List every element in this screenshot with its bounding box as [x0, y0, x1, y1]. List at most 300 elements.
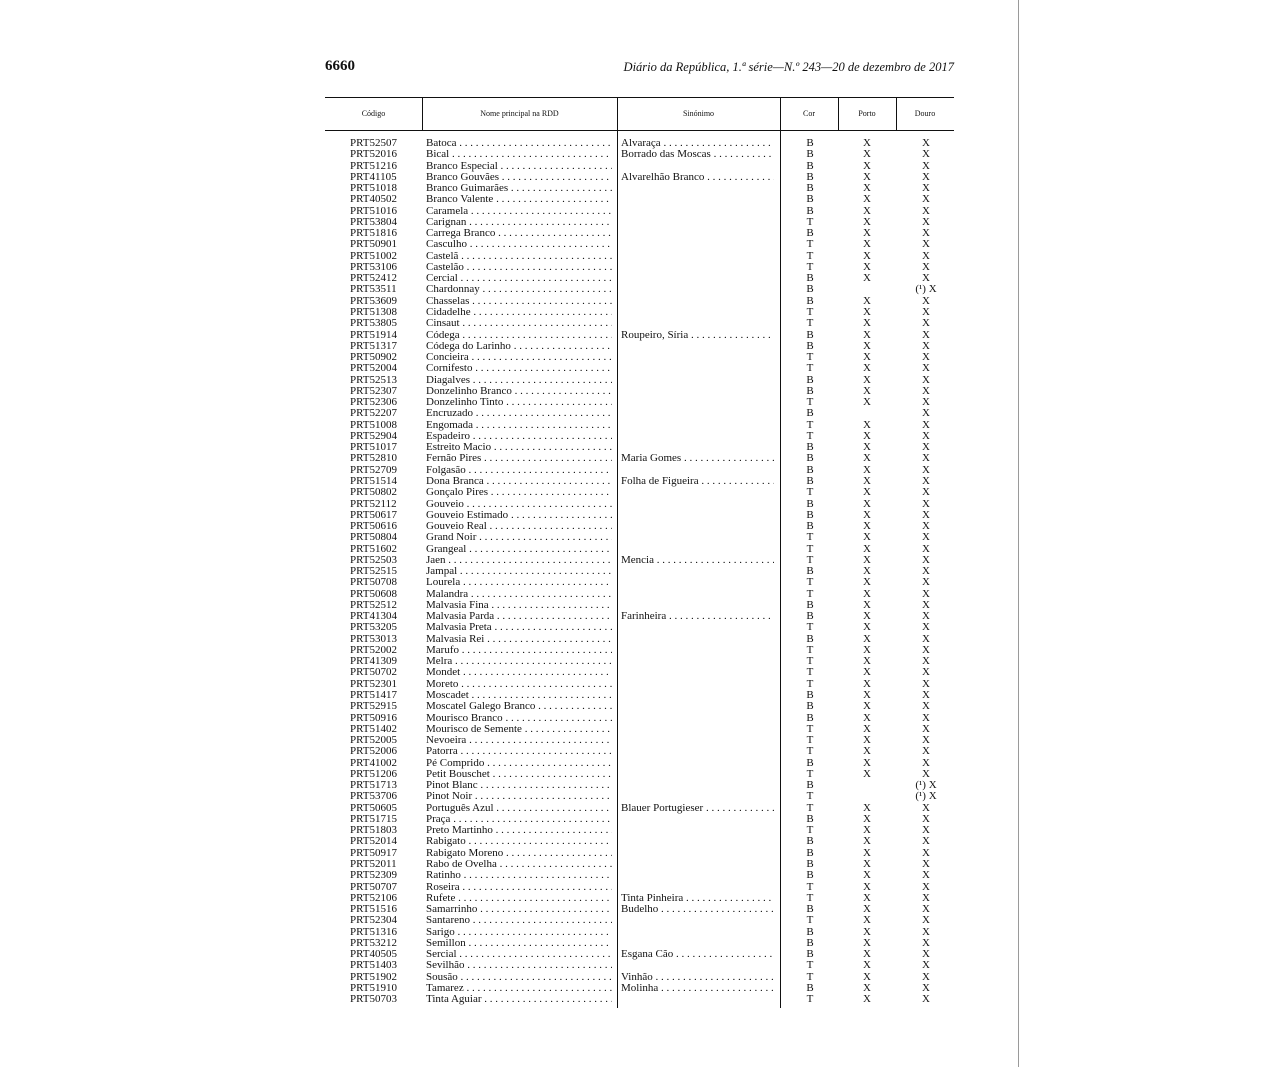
- cell-nome: Melra . . .: [426, 656, 612, 667]
- cell-douro: X: [922, 825, 930, 837]
- cell-nome: Carignan . . .: [426, 217, 612, 228]
- table-row: [325, 555, 954, 566]
- cell-douro: X: [922, 464, 930, 476]
- cell-porto: X: [863, 802, 871, 814]
- cell-nome: Concieira . . .: [426, 352, 612, 363]
- cell-codigo: PRT50902: [350, 352, 398, 364]
- cell-porto: X: [863, 723, 871, 735]
- cell-codigo: PRT52810: [350, 453, 398, 465]
- cell-porto: X: [863, 825, 871, 837]
- cell-cor: B: [806, 780, 814, 792]
- cell-nome: Rabigato . . .: [426, 836, 612, 847]
- column-header-nome: Nome principal na RDD: [480, 109, 559, 118]
- cell-cor: B: [806, 813, 814, 825]
- cell-porto: X: [863, 667, 871, 679]
- cell-nome: Moscadet . . .: [426, 690, 612, 701]
- cell-codigo: PRT51017: [350, 442, 398, 454]
- cell-nome: Patorra . . .: [426, 746, 612, 757]
- cell-nome: Gouveio . . .: [426, 499, 612, 510]
- cell-douro: X: [922, 295, 930, 307]
- cell-codigo: PRT50605: [350, 802, 398, 814]
- cell-porto: X: [863, 385, 871, 397]
- cell-douro: (¹) X: [915, 791, 937, 803]
- cell-codigo: PRT50616: [350, 521, 398, 533]
- cell-douro: X: [922, 183, 930, 195]
- cell-codigo: PRT50707: [350, 881, 398, 893]
- cell-codigo: PRT53013: [350, 633, 398, 645]
- cell-nome: Malvasia Fina . . .: [426, 600, 612, 611]
- cell-douro: X: [922, 442, 930, 454]
- cell-nome: Moreto . . .: [426, 679, 612, 690]
- cell-porto: X: [863, 419, 871, 431]
- cell-cor: T: [806, 994, 814, 1006]
- cell-nome: Casculho . . .: [426, 239, 612, 250]
- table-row: [325, 183, 954, 194]
- cell-cor: B: [806, 937, 814, 949]
- cell-nome: Castelã . . .: [426, 251, 612, 262]
- cell-nome: Roseira . . .: [426, 882, 612, 893]
- cell-douro: X: [922, 847, 930, 859]
- cell-porto: X: [863, 915, 871, 927]
- cell-nome: Sarigo . . .: [426, 927, 612, 938]
- cell-codigo: PRT52507: [350, 138, 398, 149]
- cell-porto: X: [863, 813, 871, 825]
- table-row: [325, 983, 954, 994]
- cell-douro: X: [922, 644, 930, 656]
- cell-cor: B: [806, 374, 814, 386]
- cell-porto: X: [863, 656, 871, 668]
- cell-codigo: PRT51016: [350, 205, 398, 217]
- cell-porto: X: [863, 622, 871, 634]
- cell-nome: Estreito Macio . . .: [426, 442, 612, 453]
- cell-codigo: PRT50708: [350, 577, 398, 589]
- cell-cor: B: [806, 329, 814, 341]
- cell-codigo: PRT53804: [350, 216, 398, 228]
- cell-codigo: PRT52512: [350, 599, 398, 611]
- table-row: [325, 566, 954, 577]
- cell-porto: X: [863, 261, 871, 273]
- cell-cor: T: [806, 532, 814, 544]
- cell-nome: Praça . . .: [426, 814, 612, 825]
- cell-nome: Rufete . . .: [426, 893, 612, 904]
- cell-cor: T: [806, 915, 814, 927]
- table-row: [325, 791, 954, 802]
- cell-sinonimo: Borrado das Moscas . . .: [621, 149, 774, 160]
- cell-nome: Encruzado . . .: [426, 408, 612, 419]
- cell-porto: X: [863, 149, 871, 161]
- cell-codigo: PRT51514: [350, 475, 398, 487]
- cell-douro: X: [922, 723, 930, 735]
- cell-cor: B: [806, 228, 814, 240]
- variety-table-body: [325, 138, 954, 1005]
- cell-douro: X: [922, 904, 930, 916]
- cell-codigo: PRT53805: [350, 318, 398, 330]
- cell-codigo: PRT50901: [350, 239, 398, 251]
- cell-codigo: PRT51602: [350, 543, 398, 555]
- cell-codigo: PRT50802: [350, 487, 398, 499]
- cell-codigo: PRT52309: [350, 870, 398, 882]
- cell-cor: B: [806, 205, 814, 217]
- cell-nome: Folgasão . . .: [426, 465, 612, 476]
- cell-codigo: PRT50703: [350, 994, 398, 1006]
- cell-codigo: PRT50917: [350, 847, 398, 859]
- cell-porto: X: [863, 487, 871, 499]
- cell-douro: X: [922, 622, 930, 634]
- cell-codigo: PRT51316: [350, 926, 398, 938]
- table-row: [325, 330, 954, 341]
- cell-cor: T: [806, 487, 814, 499]
- cell-porto: X: [863, 577, 871, 589]
- cell-porto: X: [863, 982, 871, 994]
- cell-douro: X: [922, 802, 930, 814]
- cell-porto: X: [863, 588, 871, 600]
- cell-nome: Gonçalo Pires . . .: [426, 487, 612, 498]
- cell-douro: X: [922, 543, 930, 555]
- cell-porto: X: [863, 498, 871, 510]
- cell-nome: Jaen . . .: [426, 555, 612, 566]
- cell-sinonimo: Farinheira . . .: [621, 611, 774, 622]
- cell-codigo: PRT51914: [350, 329, 398, 341]
- cell-codigo: PRT52915: [350, 701, 398, 713]
- cell-cor: T: [806, 656, 814, 668]
- cell-nome: Códega do Larinho . . .: [426, 341, 612, 352]
- cell-nome: Espadeiro . . .: [426, 431, 612, 442]
- cell-porto: X: [863, 881, 871, 893]
- table-row: [325, 611, 954, 622]
- cell-porto: X: [863, 442, 871, 454]
- cell-nome: Ratinho . . .: [426, 870, 612, 881]
- cell-nome: Sousão . . .: [426, 972, 612, 983]
- cell-codigo: PRT52004: [350, 363, 398, 375]
- cell-codigo: PRT41309: [350, 656, 398, 668]
- cell-cor: B: [806, 566, 814, 578]
- cell-nome: Preto Martinho . . .: [426, 825, 612, 836]
- cell-nome: Mourisco Branco . . .: [426, 713, 612, 724]
- cell-cor: B: [806, 194, 814, 206]
- cell-douro: X: [922, 228, 930, 240]
- cell-douro: X: [922, 171, 930, 183]
- cell-codigo: PRT50804: [350, 532, 398, 544]
- cell-sinonimo: Budelho . . .: [621, 904, 774, 915]
- cell-codigo: PRT53706: [350, 791, 398, 803]
- table-row: [325, 904, 954, 915]
- cell-cor: B: [806, 408, 814, 420]
- cell-cor: B: [806, 340, 814, 352]
- cell-codigo: PRT51403: [350, 960, 398, 972]
- cell-cor: B: [806, 757, 814, 769]
- cell-porto: X: [863, 228, 871, 240]
- cell-nome: Tamarez . . .: [426, 983, 612, 994]
- cell-porto: X: [863, 543, 871, 555]
- cell-porto: X: [863, 363, 871, 375]
- cell-sinonimo: Vinhão . . .: [621, 972, 774, 983]
- cell-douro: X: [922, 318, 930, 330]
- table-row: [325, 972, 954, 983]
- cell-nome: Donzelinho Branco . . .: [426, 386, 612, 397]
- table-row: [325, 318, 954, 329]
- table-row: [325, 893, 954, 904]
- cell-douro: X: [922, 149, 930, 161]
- cell-codigo: PRT51902: [350, 971, 398, 983]
- table-row: [325, 848, 954, 859]
- cell-nome: Engomada . . .: [426, 420, 612, 431]
- cell-douro: X: [922, 746, 930, 758]
- cell-nome: Grand Noir . . .: [426, 532, 612, 543]
- cell-douro: X: [922, 385, 930, 397]
- cell-douro: X: [922, 521, 930, 533]
- cell-cor: B: [806, 712, 814, 724]
- cell-nome: Branco Valente . . .: [426, 194, 612, 205]
- table-row: [325, 149, 954, 160]
- table-row: [325, 758, 954, 769]
- table-row: [325, 161, 954, 172]
- cell-cor: B: [806, 464, 814, 476]
- cell-nome: Branco Especial . . .: [426, 161, 612, 172]
- cell-porto: X: [863, 352, 871, 364]
- cell-nome: Pé Comprido . . .: [426, 758, 612, 769]
- cell-porto: X: [863, 735, 871, 747]
- cell-cor: T: [806, 746, 814, 758]
- table-row: [325, 713, 954, 724]
- cell-nome: Malvasia Parda . . .: [426, 611, 612, 622]
- cell-codigo: PRT52412: [350, 273, 398, 285]
- cell-douro: X: [922, 509, 930, 521]
- cell-douro: X: [922, 994, 930, 1006]
- cell-douro: X: [922, 892, 930, 904]
- cell-porto: X: [863, 216, 871, 228]
- cell-cor: T: [806, 881, 814, 893]
- table-row: [325, 667, 954, 678]
- cell-douro: X: [922, 250, 930, 262]
- table-row: [325, 352, 954, 363]
- table-row: [325, 363, 954, 374]
- cell-porto: X: [863, 521, 871, 533]
- cell-douro: X: [922, 566, 930, 578]
- cell-codigo: PRT51417: [350, 690, 398, 702]
- cell-porto: X: [863, 937, 871, 949]
- table-row: [325, 634, 954, 645]
- table-row: [325, 769, 954, 780]
- cell-douro: X: [922, 881, 930, 893]
- cell-cor: T: [806, 667, 814, 679]
- cell-douro: X: [922, 273, 930, 285]
- cell-nome: Nevoeira . . .: [426, 735, 612, 746]
- table-row: [325, 442, 954, 453]
- cell-codigo: PRT52016: [350, 149, 398, 161]
- cell-porto: X: [863, 171, 871, 183]
- cell-cor: T: [806, 588, 814, 600]
- cell-douro: X: [922, 239, 930, 251]
- cell-douro: X: [922, 971, 930, 983]
- cell-codigo: PRT52306: [350, 397, 398, 409]
- cell-nome: Samarrinho . . .: [426, 904, 612, 915]
- cell-douro: X: [922, 982, 930, 994]
- cell-porto: X: [863, 430, 871, 442]
- cell-cor: T: [806, 352, 814, 364]
- cell-cor: B: [806, 273, 814, 285]
- cell-cor: T: [806, 622, 814, 634]
- cell-douro: X: [922, 475, 930, 487]
- cell-sinonimo: Roupeiro, Síria . . .: [621, 330, 774, 341]
- table-row: [325, 735, 954, 746]
- cell-cor: B: [806, 982, 814, 994]
- cell-cor: B: [806, 904, 814, 916]
- cell-cor: T: [806, 250, 814, 262]
- table-row: [325, 397, 954, 408]
- cell-codigo: PRT52503: [350, 554, 398, 566]
- table-row: [325, 408, 954, 419]
- cell-douro: X: [922, 712, 930, 724]
- cell-codigo: PRT51910: [350, 982, 398, 994]
- table-row: [325, 701, 954, 712]
- cell-porto: X: [863, 138, 871, 149]
- cell-cor: B: [806, 836, 814, 848]
- cell-nome: Códega . . .: [426, 330, 612, 341]
- cell-porto: X: [863, 712, 871, 724]
- cell-nome: Malandra . . .: [426, 589, 612, 600]
- cell-codigo: PRT52515: [350, 566, 398, 578]
- cell-cor: B: [806, 690, 814, 702]
- cell-nome: Cercial . . .: [426, 273, 612, 284]
- cell-nome: Donzelinho Tinto . . .: [426, 397, 612, 408]
- table-row: [325, 431, 954, 442]
- cell-nome: Moscatel Galego Branco . . .: [426, 701, 612, 712]
- cell-nome: Santareno . . .: [426, 915, 612, 926]
- cell-cor: T: [806, 239, 814, 251]
- cell-cor: T: [806, 554, 814, 566]
- cell-nome: Sercial . . .: [426, 949, 612, 960]
- cell-codigo: PRT40505: [350, 949, 398, 961]
- cell-codigo: PRT51216: [350, 160, 398, 172]
- cell-codigo: PRT40502: [350, 194, 398, 206]
- cell-cor: B: [806, 509, 814, 521]
- table-row: [325, 927, 954, 938]
- cell-porto: X: [863, 295, 871, 307]
- cell-codigo: PRT51206: [350, 768, 398, 780]
- cell-porto: X: [863, 374, 871, 386]
- cell-porto: X: [863, 160, 871, 172]
- cell-porto: X: [863, 453, 871, 465]
- running-header: Diário da República, 1.ª série—N.º 243—20 de dezembro de 2017: [623, 60, 954, 74]
- cell-nome: Chasselas . . .: [426, 296, 612, 307]
- cell-codigo: PRT53511: [350, 284, 397, 296]
- cell-nome: Rabo de Ovelha . . .: [426, 859, 612, 870]
- cell-porto: X: [863, 250, 871, 262]
- cell-douro: X: [922, 678, 930, 690]
- cell-porto: X: [863, 678, 871, 690]
- cell-douro: X: [922, 419, 930, 431]
- cell-douro: X: [922, 374, 930, 386]
- cell-douro: X: [922, 453, 930, 465]
- cell-douro: X: [922, 915, 930, 927]
- cell-douro: X: [922, 633, 930, 645]
- cell-cor: T: [806, 306, 814, 318]
- cell-codigo: PRT41304: [350, 611, 398, 623]
- table-row: [325, 825, 954, 836]
- cell-cor: T: [806, 678, 814, 690]
- cell-porto: X: [863, 690, 871, 702]
- cell-cor: T: [806, 825, 814, 837]
- cell-cor: B: [806, 926, 814, 938]
- cell-nome: Dona Branca . . .: [426, 476, 612, 487]
- cell-porto: X: [863, 475, 871, 487]
- page-number: 6660: [325, 58, 355, 74]
- table-row: [325, 915, 954, 926]
- cell-douro: X: [922, 352, 930, 364]
- cell-cor: T: [806, 768, 814, 780]
- table-row: [325, 532, 954, 543]
- table-row: [325, 679, 954, 690]
- cell-nome: Gouveio Real . . .: [426, 521, 612, 532]
- cell-porto: X: [863, 532, 871, 544]
- cell-douro: X: [922, 329, 930, 341]
- table-row: [325, 194, 954, 205]
- column-header-sinonimo: Sinónimo: [682, 109, 715, 118]
- cell-codigo: PRT53205: [350, 622, 398, 634]
- cell-douro: X: [922, 859, 930, 870]
- cell-codigo: PRT52904: [350, 430, 398, 442]
- cell-codigo: PRT51516: [350, 904, 398, 916]
- table-row: [325, 724, 954, 735]
- cell-cor: T: [806, 363, 814, 375]
- table-row: [325, 960, 954, 971]
- cell-porto: X: [863, 836, 871, 848]
- cell-porto: X: [863, 464, 871, 476]
- cell-cor: B: [806, 521, 814, 533]
- cell-porto: X: [863, 183, 871, 195]
- table-row: [325, 544, 954, 555]
- table-row: [325, 690, 954, 701]
- cell-porto: X: [863, 554, 871, 566]
- cell-cor: T: [806, 644, 814, 656]
- cell-douro: X: [922, 813, 930, 825]
- cell-porto: X: [863, 757, 871, 769]
- cell-douro: X: [922, 690, 930, 702]
- cell-codigo: PRT52005: [350, 735, 398, 747]
- cell-porto: X: [863, 994, 871, 1006]
- cell-codigo: PRT51002: [350, 250, 398, 262]
- cell-nome: Chardonnay . . .: [426, 284, 612, 295]
- cell-nome: Rabigato Moreno . . .: [426, 848, 612, 859]
- cell-codigo: PRT51803: [350, 825, 398, 837]
- cell-sinonimo: Molinha . . .: [621, 983, 774, 994]
- cell-porto: X: [863, 397, 871, 409]
- cell-codigo: PRT53212: [350, 937, 398, 949]
- cell-douro: X: [922, 194, 930, 206]
- cell-porto: X: [863, 949, 871, 961]
- table-row: [325, 622, 954, 633]
- cell-cor: T: [806, 960, 814, 972]
- cell-nome: Cinsaut . . .: [426, 318, 612, 329]
- table-row: [325, 870, 954, 881]
- cell-douro: X: [922, 656, 930, 668]
- cell-cor: B: [806, 385, 814, 397]
- cell-douro: X: [922, 160, 930, 172]
- cell-codigo: PRT51816: [350, 228, 398, 240]
- cell-nome: Tinta Aguiar . . .: [426, 994, 612, 1005]
- cell-porto: X: [863, 509, 871, 521]
- cell-sinonimo: Alvarelhão Branco . . .: [621, 172, 774, 183]
- column-header-codigo: Código: [361, 109, 386, 118]
- cell-douro: X: [922, 937, 930, 949]
- cell-douro: X: [922, 701, 930, 713]
- cell-douro: X: [922, 735, 930, 747]
- cell-codigo: PRT51308: [350, 306, 398, 318]
- cell-cor: B: [806, 611, 814, 623]
- cell-nome: Bical . . .: [426, 149, 612, 160]
- cell-douro: X: [922, 363, 930, 375]
- cell-sinonimo: Maria Gomes . . .: [621, 453, 774, 464]
